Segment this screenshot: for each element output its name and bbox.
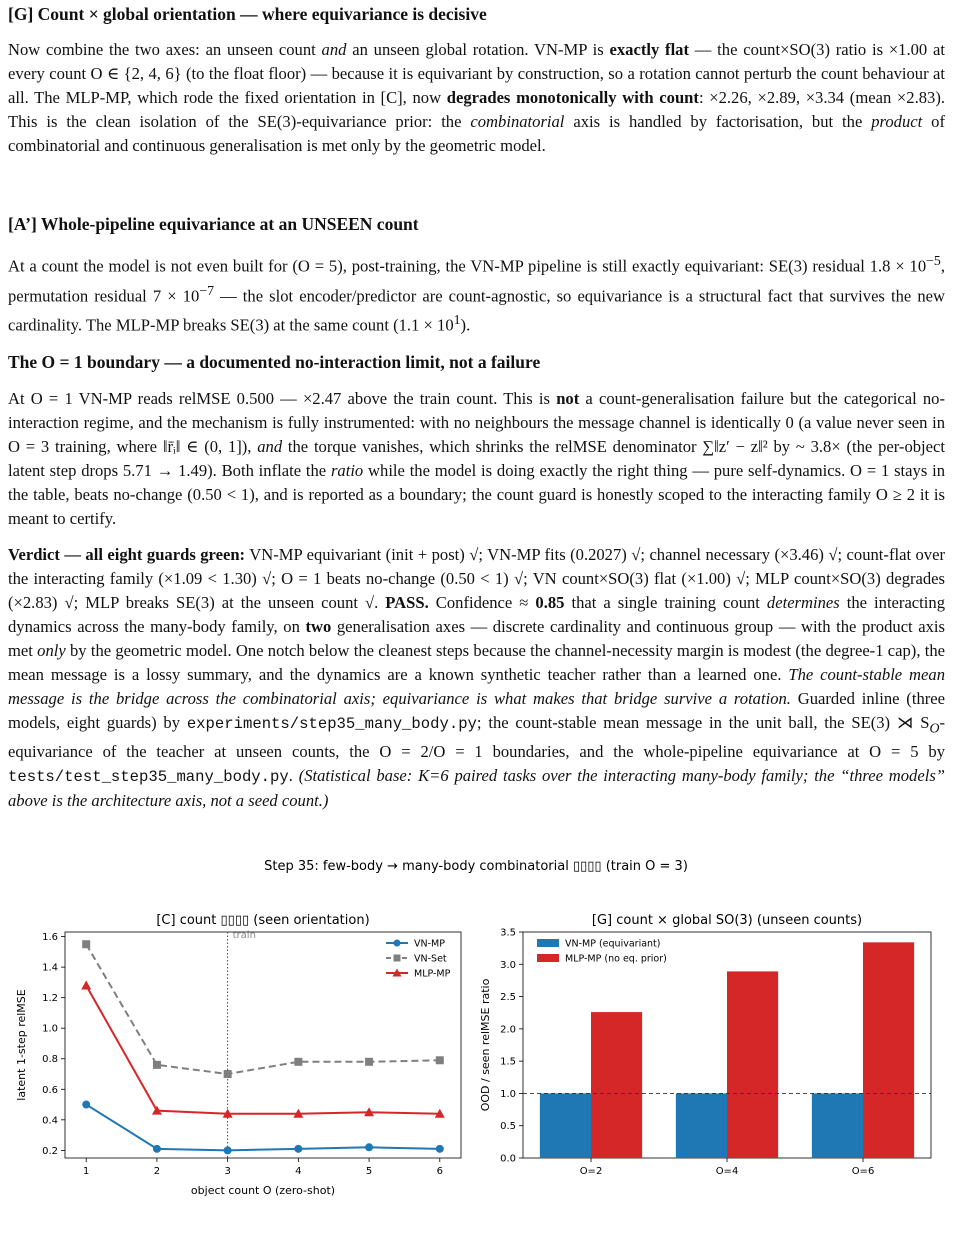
x-tick-label: 3 [224, 1166, 231, 1177]
legend-label: VN-MP [414, 938, 445, 950]
x-tick-label: 6 [436, 1166, 443, 1177]
legend-label: VN-MP (equivariant) [565, 938, 661, 950]
code-path: tests/test_step35_many_body.py [8, 768, 289, 787]
data-point [224, 1070, 232, 1078]
y-tick-label: 0.6 [42, 1084, 58, 1096]
legend-label: VN-Set [414, 953, 447, 965]
y-tick-label: 2.0 [500, 1024, 516, 1036]
y-tick-label: 1.0 [42, 1023, 58, 1035]
series-line-vn-mp [86, 1105, 440, 1151]
x-axis-label: object count O (zero-shot) [190, 1184, 336, 1197]
section-boundary-paragraph: At O = 1 VN-MP reads relMSE 0.500 — ×2.47 above the train count. This is not a count-generalisation failure but the categorical no-interaction regime, and the mechanism is fully instrumented: with no neighbours the message channel is identically 0 (a value never seen in O = 3 training, where ‖r̄ᵢ‖ ∈ (0, 1]), and the torque vanishes, which shrinks the relMSE denominator ∑‖z′ − z‖² by ~ 3.8× (the per-object latent step drops 5.71 → 1.49). Both inflate the ratio while the model is doing exactly the right thing — pure self-dynamics. O = 1 stays in the table, beats no-change (0.50 < 1), and is reported as a boundary; the count guard is honestly scoped to the interacting family O ≥ 2 it is meant to certify. [8, 389, 945, 528]
data-point [82, 940, 90, 948]
x-tick-label: O=2 [579, 1166, 603, 1177]
chart-title: [C] count ▯▯▯▯ (seen orientation) [156, 913, 370, 928]
bar-vn-mp [540, 1093, 591, 1158]
x-tick-label: 2 [153, 1166, 161, 1177]
bar-chart [479, 913, 931, 1177]
legend-marker [394, 940, 401, 947]
chart-title: [G] count × global SO(3) (unseen counts) [591, 913, 863, 928]
bar-vn-mp [812, 1093, 863, 1158]
section-a-heading: [A’] Whole-pipeline equivariance at an UNSEEN count [8, 214, 419, 234]
y-tick-label: 0.0 [500, 1153, 516, 1165]
train-annotation: train [232, 930, 256, 941]
data-point [224, 1146, 232, 1154]
figure-suptitle: Step 35: few-body → many-body combinatorial ▯▯▯▯ (train O = 3) [264, 859, 688, 874]
y-tick-label: 0.8 [42, 1054, 58, 1066]
plot-frame [65, 932, 461, 1158]
y-tick-label: 1.4 [42, 962, 58, 974]
bar-mlp-mp [727, 971, 778, 1158]
legend-swatch [537, 954, 559, 962]
section-a-paragraph: At a count the model is not even built for (O = 5), post-training, the VN-MP pipeline is still exactly equivariant: SE(3) residual $1.8 \times 10^{-5}$, permutation residual $7 \times 10^{-7}$ — the slot encoder/predictor are count-agnostic, so equivariance is a structural fact that survives the new cardinality. The MLP-MP breaks SE(3) at the same count $(1.1 \times 10^1)$. [8, 253, 945, 335]
data-point [81, 980, 91, 989]
data-point [436, 1056, 444, 1064]
x-tick-label: O=6 [851, 1166, 875, 1177]
y-tick-label: 1.0 [500, 1088, 516, 1100]
y-tick-label: 1.6 [42, 932, 58, 944]
y-tick-label: 2.5 [500, 992, 516, 1004]
legend-marker [394, 955, 401, 962]
legend-swatch [537, 939, 559, 947]
y-axis-label: OOD / seen relMSE ratio [479, 978, 492, 1112]
series-line-vn-set [86, 944, 440, 1074]
y-tick-label: 3.0 [500, 959, 516, 971]
line-chart [15, 913, 461, 1197]
y-tick-label: 0.2 [42, 1145, 58, 1157]
code-path: experiments/step35_many_body.py [186, 715, 477, 733]
figure-canvas [0, 850, 953, 1239]
data-point [365, 1058, 373, 1066]
section-g-paragraph: Now combine the two axes: an unseen count and an unseen global rotation. VN-MP is exactly flat — the count×SO(3) ratio is ×1.00 at every count O ∈ {2, 4, 6} (to the float floor) — because it is equivariant by construction, so a rotation cannot perturb the count behaviour at all. The MLP-MP, which rode the fixed orientation in [C], now degrades monotonically with count: ×2.26, ×2.89, ×3.34 (mean ×2.83). This is the clean isolation of the SE(3)-equivariance prior: the combinatorial axis is handled by factorisation, but the product of combinatorial and continuous generalisation is met only by the geometric model. [8, 40, 946, 155]
section-boundary-heading: The O = 1 boundary — a documented no-interaction limit, not a failure [8, 352, 541, 372]
bar-vn-mp [676, 1093, 727, 1158]
data-point [153, 1061, 161, 1069]
data-point [153, 1145, 161, 1153]
legend-label: MLP-MP (no eq. prior) [565, 953, 667, 965]
y-tick-label: 1.2 [42, 993, 58, 1005]
y-tick-label: 0.4 [42, 1115, 58, 1127]
y-tick-label: 3.5 [500, 927, 516, 939]
x-tick-label: O=4 [715, 1166, 739, 1177]
series-line-mlp-mp [86, 985, 440, 1113]
figure [0, 850, 953, 1239]
x-tick-label: 1 [83, 1166, 90, 1177]
section-g-heading: [G] Count × global orientation — where equivariance is decisive [8, 4, 487, 24]
x-tick-label: 4 [295, 1166, 302, 1177]
y-tick-label: 0.5 [500, 1121, 516, 1133]
data-point [294, 1145, 302, 1153]
y-axis-label: latent 1-step relMSE [15, 989, 28, 1101]
data-point [294, 1058, 302, 1066]
verdict-paragraph: Verdict — all eight guards green: VN-MP equivariant (init + post) √; VN-MP fits (0.2027) √; channel necessary (×3.46) √; count-flat over the interacting family (×1.09 < 1.30) √; O = 1 beats no-change (0.50 < 1) √; VN count×SO(3) flat (×1.00) √; MLP count×SO(3) degrades (×2.83) √; MLP breaks SE(3) at the unseen count √. PASS. Confidence ≈ 0.85 that a single training count determines the interacting dynamics across the many-body family, on two generalisation axes — discrete cardinality and continuous group — with the product axis met only by the geometric model. One notch below the cleanest steps because the channel-necessity margin is modest (the degree-1 cap), the mean message is a lossy summary, and the dynamics are a known synthetic teacher rather than a learned one. The count-stable mean message is the bridge across the combinatorial axis; equivariance is what makes that bridge survive a rotation. Guarded inline (three models, eight guards) by experiments/step35_many_body.py; the count-stable mean message in the unit ball, the SE(3) ⋊ $S_O$-equivariance of the teacher at unseen counts, the O = 2/O = 1 boundaries, and the whole-pipeline equivariance at O = 5 by tests/test_step35_many_body.py. (Statistical base: K=6 paired tasks over the interacting many-body family; the “three models” above is the architecture axis, not a seed count.) [8, 545, 946, 811]
y-tick-label: 1.5 [500, 1056, 516, 1068]
x-tick-label: 5 [365, 1166, 373, 1177]
bar-mlp-mp [591, 1012, 642, 1158]
data-point [436, 1145, 444, 1153]
bar-mlp-mp [863, 942, 914, 1158]
data-point [82, 1101, 90, 1109]
legend-label: MLP-MP [414, 968, 451, 980]
data-point [365, 1143, 373, 1151]
